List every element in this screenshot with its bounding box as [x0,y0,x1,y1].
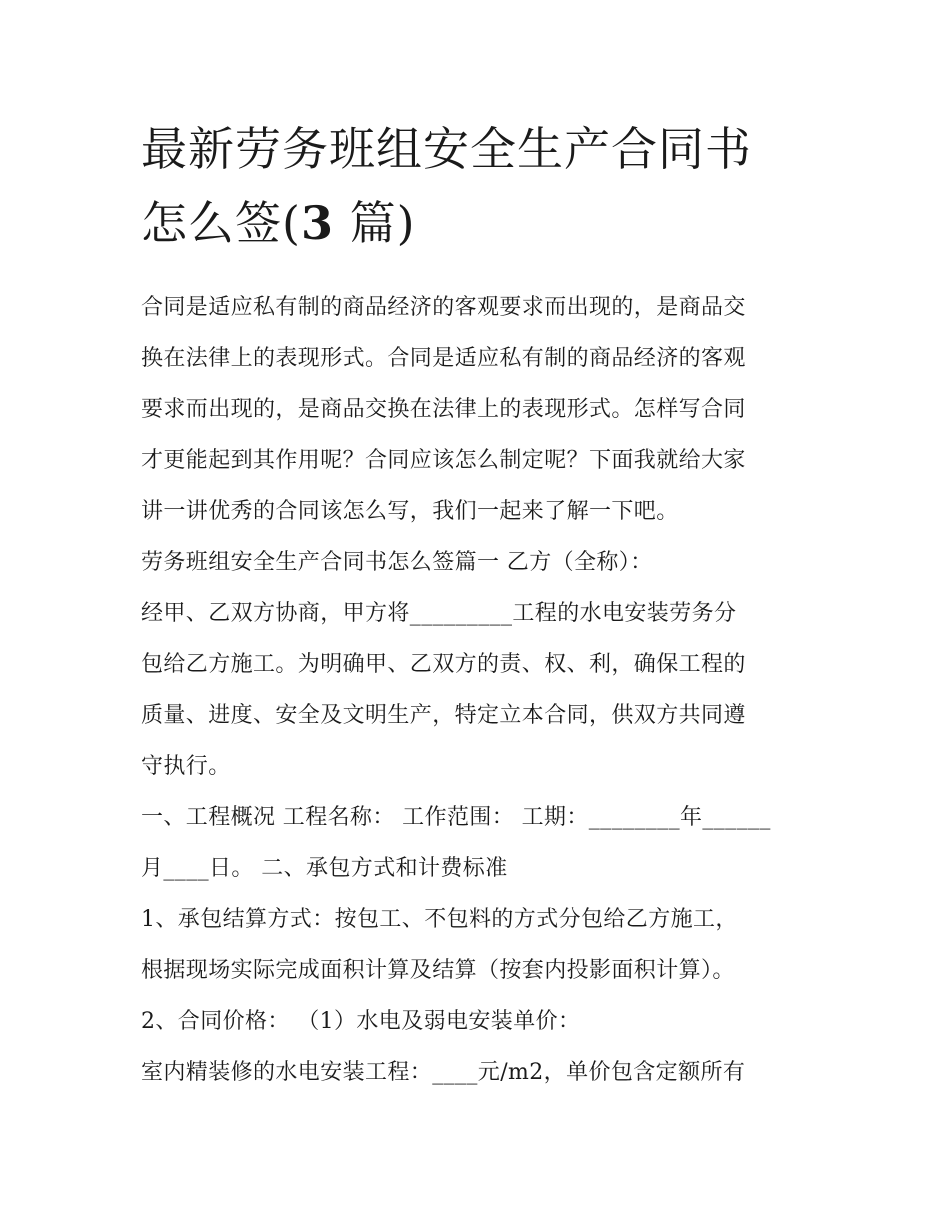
body-line: 室内精装修的水电安装工程：____元/m2，单价包含定额所有 [141,1060,746,1085]
body-line: 根据现场实际完成面积计算及结算（按套内投影面积计算）。 [141,958,735,983]
body-line: 守执行。 [141,754,231,779]
body-line: 换在法律上的表现形式。合同是适应私有制的商品经济的客观 [141,346,746,371]
title-line-2-prefix: 怎么签( [141,196,301,250]
body-line: 才更能起到其作用呢？合同应该怎么制定呢？下面我就给大家 [141,448,746,473]
body-line: 经甲、乙双方协商，甲方将_________工程的水电安装劳务分 [141,601,737,626]
title-line-1: 最新劳务班组安全生产合同书 [141,122,752,176]
title-line-2 [141,186,813,260]
body-line: 包给乙方施工。为明确甲、乙双方的责、权、利，确保工程的 [141,652,746,677]
body-line: 1、承包结算方式：按包工、不包料的方式分包给乙方施工， [141,907,738,932]
body-line: 质量、进度、安全及文明生产，特定立本合同，供双方共同遵 [141,703,746,728]
body-line: 要求而出现的，是商品交换在法律上的表现形式。怎样写合同 [141,397,746,422]
document-body [141,282,813,1098]
body-line: 月____日。 二、承包方式和计费标准 [141,856,508,881]
title-article-count: 3 [300,196,334,250]
body-line: 讲一讲优秀的合同该怎么写，我们一起来了解一下吧。 [141,499,679,524]
document-page [141,112,813,1098]
section-heading-line: 劳务班组安全生产合同书怎么签篇一 乙方（全称）： [141,550,653,575]
title-line-2-suffix: 篇) [333,196,416,250]
body-line: 一、工程概况 工程名称： 工作范围： 工期：________年______ [141,805,771,830]
body-line: 合同是适应私有制的商品经济的客观要求而出现的，是商品交 [141,295,746,320]
body-line: 2、合同价格： （1）水电及弱电安装单价： [141,1009,581,1034]
document-title [141,112,813,260]
